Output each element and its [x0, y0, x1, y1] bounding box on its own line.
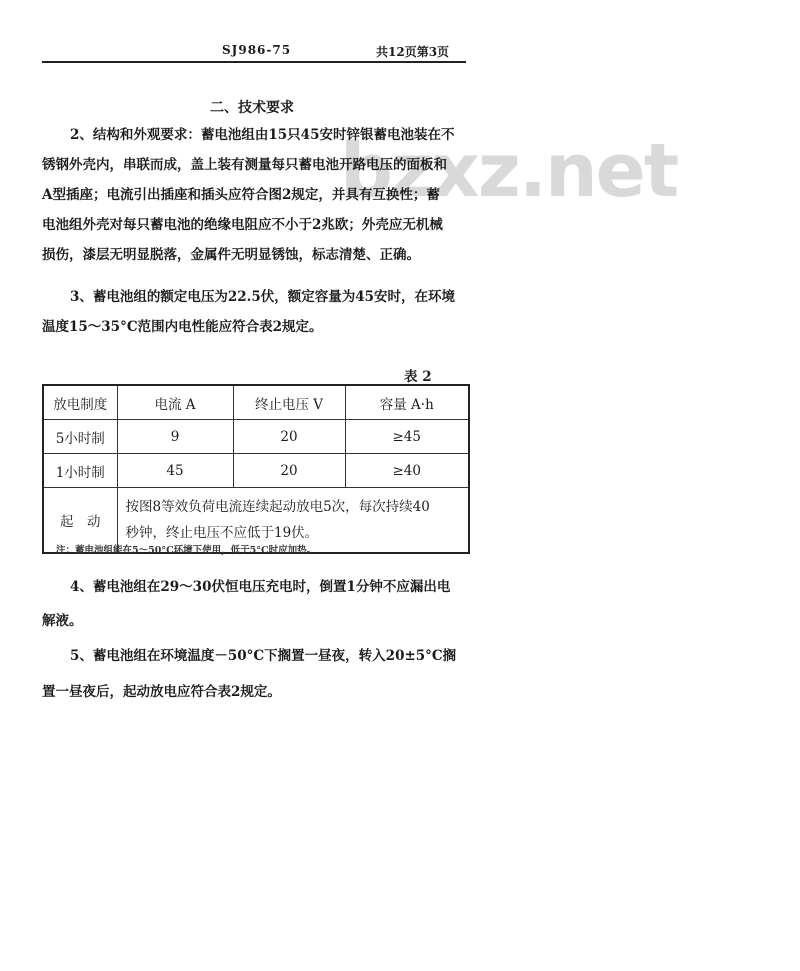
performance-table: [42, 384, 470, 554]
paragraph-line: 4、蓄电池组在29～30伏恒电压充电时，倒置1分钟不应漏出电: [70, 579, 451, 595]
table-header-cell: 终止电压 V: [233, 385, 345, 420]
paragraph-line: A型插座；电流引出插座和插头应符合图2规定，并具有互换性；蓄: [42, 187, 440, 203]
table-note: 注：蓄电池组能在5～50°C环境下使用，低于5°C时应加热。: [56, 545, 317, 556]
paragraph-4: [42, 570, 470, 638]
table-cell-start-label: 起 动: [43, 488, 117, 554]
paragraph-line: 电池组外壳对每只蓄电池的绝缘电阻应不小于2兆欧；外壳应无机械: [42, 217, 443, 233]
table-header-cell: 电流 A: [117, 385, 233, 420]
table-cell: 45: [117, 454, 233, 488]
paragraph-line: 损伤，漆层无明显脱落，金属件无明显锈蚀，标志清楚、正确。: [42, 247, 420, 263]
paragraph-5: [42, 638, 470, 710]
table-row: [43, 454, 469, 488]
watermark: bzxz.net: [340, 128, 678, 214]
table-cell: 20: [233, 454, 345, 488]
table-cell: 1小时制: [43, 454, 117, 488]
table-cell: ≥45: [345, 420, 469, 454]
table-caption: 表 2: [404, 369, 432, 385]
paragraph-2: [42, 120, 470, 270]
section-title: 二、技术要求: [210, 100, 294, 116]
paragraph-3: [42, 282, 470, 342]
paragraph-line: 5、蓄电池组在环境温度－50°C下搁置一昼夜，转入20±5°C搁: [70, 648, 457, 664]
table-cell: 9: [117, 420, 233, 454]
table-cell: 5小时制: [43, 420, 117, 454]
table-header-cell: 放电制度: [43, 385, 117, 420]
paragraph-line: 置一昼夜后，起动放电应符合表2规定。: [42, 684, 281, 700]
table-header-row: [43, 385, 469, 420]
standard-code: SJ986-75: [222, 43, 292, 57]
table-header-cell: 容量 A·h: [345, 385, 469, 420]
header-rule: [42, 61, 466, 63]
paragraph-line: 3、蓄电池组的额定电压为22.5伏，额定容量为45安时，在环境: [70, 289, 456, 305]
start-desc-line: 按图8等效负荷电流连续起动放电5次，每次持续40: [125, 499, 430, 515]
paragraph-line: 2、结构和外观要求：蓄电池组由15只45安时锌银蓄电池装在不: [70, 127, 455, 143]
paragraph-line: 温度15～35°C范围内电性能应符合表2规定。: [42, 319, 323, 335]
table-cell: ≥40: [345, 454, 469, 488]
paragraph-line: 解液。: [42, 613, 83, 629]
table-cell: 20: [233, 420, 345, 454]
table-row: [43, 420, 469, 454]
page-indicator: 共12页第3页: [376, 45, 450, 59]
start-desc-line: 秒钟，终止电压不应低于19伏。: [125, 525, 319, 541]
paragraph-line: 锈钢外壳内，串联而成，盖上装有测量每只蓄电池开路电压的面板和: [42, 157, 447, 173]
